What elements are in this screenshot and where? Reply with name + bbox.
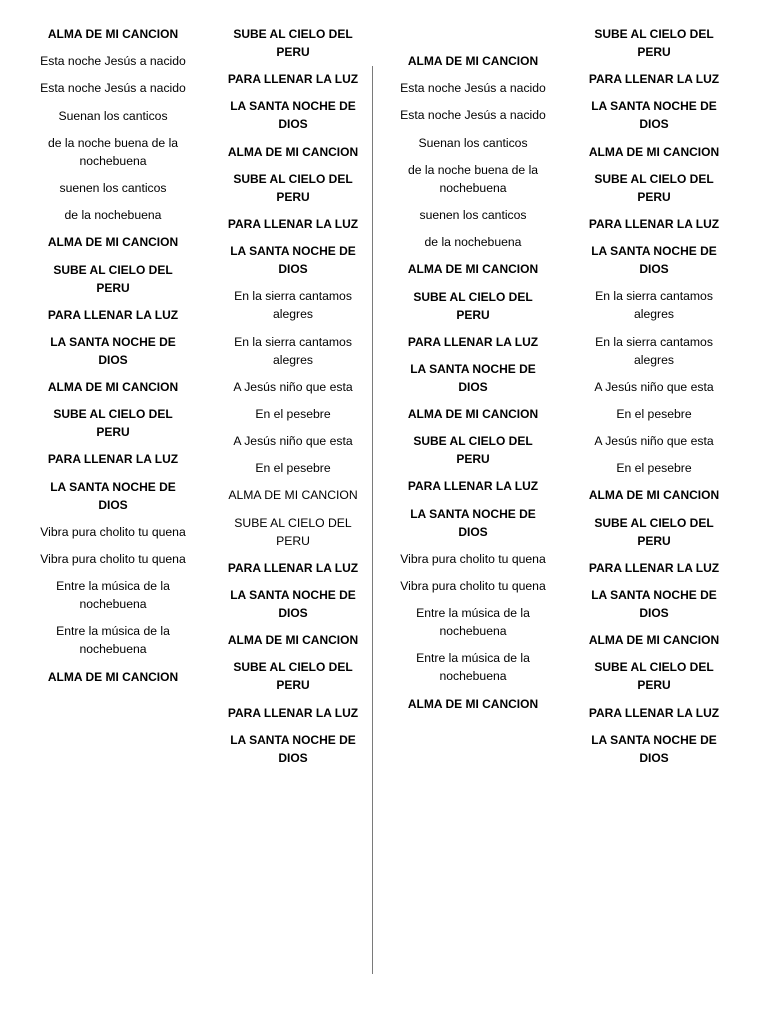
lyric-line: Esta noche Jesús a nacido: [400, 108, 546, 123]
lyric-line: SUBE AL CIELO DEL PERU: [413, 289, 533, 322]
lyric-line: LA SANTA NOCHE DE DIOS: [591, 588, 717, 620]
lyric-line: LA SANTA NOCHE DE DIOS: [591, 244, 717, 277]
lyric-line: ALMA DE MI CANCION: [407, 54, 539, 68]
lyric-line: ALMA DE MI CANCION: [47, 235, 179, 250]
column-2: [218, 25, 368, 776]
column-4: [579, 25, 729, 776]
lyric-line: Entre la música de la nochebuena: [56, 624, 170, 657]
lyric-line: ALMA DE MI CANCION: [228, 488, 358, 503]
lyric-line: En el pesebre: [616, 461, 692, 476]
lyric-line: LA SANTA NOCHE DE DIOS: [50, 479, 176, 512]
lyric-line: Suenan los canticos: [58, 108, 168, 123]
lyric-line: SUBE AL CIELO DEL PERU: [594, 27, 714, 59]
lyric-line: PARA LLENAR LA LUZ: [588, 705, 720, 720]
lyric-line: Esta noche Jesús a nacido: [40, 54, 186, 69]
lyric-line: Vibra pura cholito tu quena: [400, 579, 546, 593]
lyric-line: de la nochebuena: [424, 235, 522, 250]
lyric-line: LA SANTA NOCHE DE DIOS: [50, 334, 176, 367]
lyric-line: LA SANTA NOCHE DE DIOS: [591, 732, 717, 765]
lyric-line: A Jesús niño que esta: [233, 379, 353, 394]
lyric-line: ALMA DE MI CANCION: [227, 633, 359, 648]
lyric-line: ALMA DE MI CANCION: [47, 27, 179, 41]
lyric-line: ALMA DE MI CANCION: [407, 407, 539, 422]
lyric-line: Vibra pura cholito tu quena: [40, 524, 186, 539]
lyric-line: SUBE AL CIELO DEL PERU: [233, 27, 353, 59]
column-3: [398, 52, 548, 722]
lyric-line: PARA LLENAR LA LUZ: [47, 452, 179, 467]
lyric-line: En la sierra cantamos alegres: [595, 289, 713, 322]
lyric-line: PARA LLENAR LA LUZ: [227, 705, 359, 720]
lyric-line: Entre la música de la nochebuena: [416, 651, 530, 684]
lyric-line: suenen los canticos: [419, 207, 527, 222]
lyric-line: ALMA DE MI CANCION: [47, 669, 179, 684]
lyric-line: En la sierra cantamos alegres: [234, 289, 352, 322]
lyric-line: Vibra pura cholito tu quena: [40, 552, 186, 566]
lyric-line: ALMA DE MI CANCION: [588, 488, 720, 503]
column-1: [38, 25, 188, 695]
lyric-line: SUBE AL CIELO DEL PERU: [594, 515, 714, 548]
lyric-line: A Jesús niño que esta: [594, 434, 714, 449]
lyric-line: SUBE AL CIELO DEL PERU: [594, 171, 714, 204]
lyric-line: PARA LLENAR LA LUZ: [227, 72, 359, 87]
lyric-line: LA SANTA NOCHE DE DIOS: [230, 732, 356, 765]
lyric-line: ALMA DE MI CANCION: [47, 380, 179, 395]
lyric-line: Entre la música de la nochebuena: [56, 579, 170, 612]
lyric-line: Suenan los canticos: [418, 135, 528, 150]
lyric-line: PARA LLENAR LA LUZ: [588, 216, 720, 231]
lyric-line: Entre la música de la nochebuena: [416, 606, 530, 639]
lyric-line: ALMA DE MI CANCION: [407, 262, 539, 277]
lyric-line: LA SANTA NOCHE DE DIOS: [410, 506, 536, 539]
lyric-line: A Jesús niño que esta: [594, 379, 714, 394]
lyric-line: En la sierra cantamos alegres: [234, 334, 352, 367]
lyric-line: SUBE AL CIELO DEL PERU: [234, 515, 352, 548]
lyric-line: PARA LLENAR LA LUZ: [588, 560, 720, 575]
lyric-line: SUBE AL CIELO DEL PERU: [594, 660, 714, 693]
lyric-line: En el pesebre: [616, 406, 692, 421]
lyric-line: de la noche buena de la nochebuena: [47, 135, 179, 168]
lyric-line: SUBE AL CIELO DEL PERU: [233, 660, 353, 693]
lyric-line: En el pesebre: [255, 406, 331, 421]
lyric-line: PARA LLENAR LA LUZ: [47, 307, 179, 322]
lyric-line: Vibra pura cholito tu quena: [400, 551, 546, 566]
lyric-line: LA SANTA NOCHE DE DIOS: [591, 99, 717, 132]
lyric-line: PARA LLENAR LA LUZ: [407, 479, 539, 494]
lyric-line: En el pesebre: [255, 461, 331, 476]
lyric-line: SUBE AL CIELO DEL PERU: [53, 262, 173, 295]
lyric-line: LA SANTA NOCHE DE DIOS: [230, 244, 356, 277]
lyric-line: ALMA DE MI CANCION: [227, 144, 359, 159]
lyric-line: PARA LLENAR LA LUZ: [227, 560, 359, 575]
lyric-line: LA SANTA NOCHE DE DIOS: [230, 99, 356, 132]
lyric-line: SUBE AL CIELO DEL PERU: [233, 171, 353, 204]
lyric-line: Esta noche Jesús a nacido: [40, 81, 186, 96]
lyric-line: de la nochebuena: [64, 208, 162, 223]
column-divider: [372, 66, 373, 974]
lyric-line: suenen los canticos: [59, 180, 167, 195]
lyric-line: ALMA DE MI CANCION: [407, 696, 539, 711]
lyric-line: PARA LLENAR LA LUZ: [588, 72, 720, 87]
lyric-line: PARA LLENAR LA LUZ: [227, 216, 359, 231]
lyric-line: SUBE AL CIELO DEL PERU: [53, 407, 173, 440]
lyric-line: Esta noche Jesús a nacido: [400, 81, 546, 96]
lyric-line: En la sierra cantamos alegres: [595, 334, 713, 367]
lyric-line: ALMA DE MI CANCION: [588, 633, 720, 648]
lyric-line: ALMA DE MI CANCION: [588, 144, 720, 159]
lyric-line: de la noche buena de la nochebuena: [407, 162, 539, 195]
lyric-line: LA SANTA NOCHE DE DIOS: [410, 361, 536, 394]
lyric-line: A Jesús niño que esta: [233, 434, 353, 449]
lyric-line: SUBE AL CIELO DEL PERU: [413, 434, 533, 467]
lyric-line: PARA LLENAR LA LUZ: [407, 334, 539, 349]
lyric-line: LA SANTA NOCHE DE DIOS: [230, 588, 356, 620]
